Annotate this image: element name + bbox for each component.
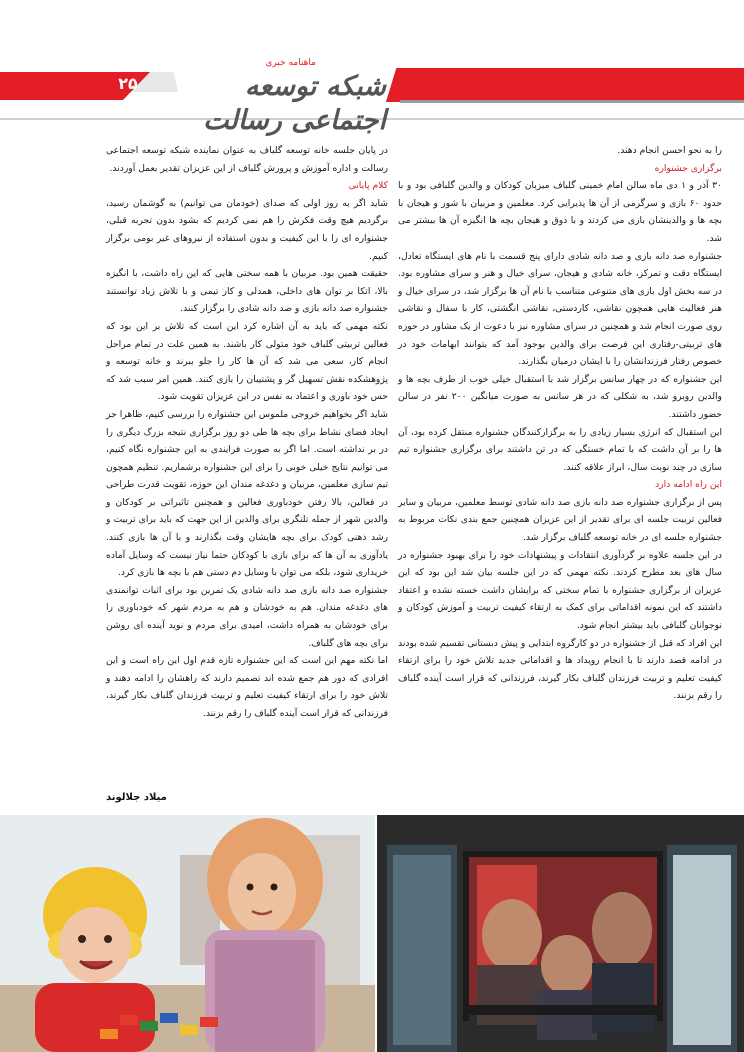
page-number: ۲۵	[118, 74, 138, 93]
paragraph: شاید اگر بخواهیم خروجی ملموس این جشنواره را بررسی کنیم، ظاهرا جز ایجاد فضای نشاط برای بچه ها طی دو روز برگزاری نتیجه بزرگ دیگری را در بر نداشته است. اما اگر به صورت فرایندی به این جشنواره نگاه کنیم، می توانیم نتایج خیلی خوبی را برای این جشنواره برشماریم. تنظیم همچون تیم سازی معلمین، مربیان و دغدغه مندان این حوزه، تقویت قدرت طراحی در فعالین، بالا رفتن خودباوری فعالین و همچنین تاثیراتی بر کودکان و والدین شهر از جمله تلنگری برای والدین از این جهت که باید برای تربیت و رشد ذهنی کودک برای بچه هایشان وقت بگذارند و با آن ها بازی کنند. یادآوری به آن ها که برای بازی با کودکان حتما نیاز نیست که وسایل آماده خریداری شود، بلکه می توان با وسایل دم دستی هم با بچه ها بازی کرد.	[106, 408, 388, 579]
paragraph: حقیقت همین بود. مربیان با همه سختی هایی که این راه داشت، با انگیزه بالا، اتکا بر توان های داخلی، همدلی و کار تیمی و با تلاش زیاد توانستند جشنواره صد دانه بازی و صد دانه شادی را برگزار کنند.	[106, 268, 388, 315]
paragraph: در پایان جلسه خانه توسعه گلباف به عنوان نماینده شبکه توسعه اجتماعی رسالت و اداره آموزش و پرورش گلباف از این عزیزان تقدیر بعمل آوردند.	[106, 145, 388, 174]
author-name: میلاد جلالوند	[106, 792, 167, 803]
section-heading: برگزاری جشنواره	[654, 162, 722, 174]
photo-children-at-window-illustration	[377, 815, 744, 1052]
paragraph: این جشنواره که در چهار سانس برگزار شد با استقبال خیلی خوب از طرف بچه ها و والدین روبرو شد، به شکلی که در هر سانس به صورت میانگین ۲۰۰ نفر در سالن حضور داشتند.	[398, 373, 722, 420]
paragraph: ۳۰ آذر و ۱ دی ماه سالن امام خمینی گلباف میزبان کودکان و والدین گلبافی بود و با حدود ۶۰ بازی و سرگرمی از آن ها پذیرایی کرد. معلمین و مربیان با شور و هیجان با بچه ها و والدینشان بازی می کردند و با ذوق و هیجان بچه ها انگیزه آن ها بیشتر می شد.	[398, 180, 723, 244]
paragraph: اما نکته مهم این است که این جشنواره تازه قدم اول این راه است و این افرادی که دور هم جمع شده اند تصمیم دارند که راهشان را ادامه دهند و تلاش خود را برای ارتقاء کیفیت تعلیم و تربیت فرزندان گلباف بکار گیرند، فرزندانی که قرار است آینده گلباف را رقم بزنند.	[106, 655, 388, 719]
header-stripe	[400, 100, 744, 103]
page-header	[0, 0, 744, 136]
right-column	[398, 142, 722, 705]
section-heading: این راه ادامه دارد	[655, 479, 722, 491]
photo-children-playing	[0, 815, 376, 1052]
paragraph: این افراد که قبل از جشنواره در دو کارگروه ابتدایی و پیش دبستانی تقسیم شده بودند در ادامه قصد دارند تا با انجام رویداد ها و اقداماتی جدید تلاش خود را برای ارتقاء کیفیت تعلیم و تربیت فرزندان گلباف بکار گیرند، فرزندانی که قرار است آینده گلباف را رقم بزنند.	[398, 637, 722, 702]
paragraph: را به نحو احسن انجام دهند.	[617, 145, 722, 156]
magazine-subtitle: ماهنامه خبری	[265, 58, 316, 68]
paragraph: شاید اگر به روز اولی که صدای (خودمان می توانیم) به گوشمان رسید، برگردیم هیچ وقت فکرش را هم نمی کردیم که بشود بدون تجربه قبلی، جشنواره ای را با این کیفیت و بدون استفاده از نیروهای غیر بومی برگزار کنیم.	[106, 197, 388, 262]
paragraph: نکته مهمی که باید به آن اشاره کرد این است که تلاش بر این بود که فعالین تربیتی گلباف خود متولی کار باشند. به همین علت در تمام مراحل انجام کار، سعی می شد که آن ها کار را جلو ببرند و خانه توسعه و پژوهشکده نقش تسهیل گر و پشتیبان را بازی کنند. همین امر سبب شد که حس خود باوری و اعتماد به نفس در این عزیزان تقویت شود.	[106, 320, 388, 403]
paragraph: در این جلسه علاوه بر گردآوری انتقادات و پیشنهادات خود را برای بهبود جشنواره در سال های بعد مطرح کردند. نکته مهمی که در این جلسه بیان شد این بود که این عزیزان از برگزاری جشنواره با تمام سختی که برایشان داشت خسته نشده و اعتقاد داشتند که این نمونه اقداماتی برای کمک به ارتقاء کیفیت تربیت و آموزش کودکان و نوجوانان گلبافی باید بیشتر انجام شود.	[398, 549, 722, 632]
paragraph: جشنواره صد دانه بازی و صد دانه شادی دارای پنج قسمت با نام های ایستگاه تعادل، ایستگاه دقت و تمرکز، خانه شادی و هیجان، سرای خیال و هنر و سرای مشاوره بود. در سه بخش اول بازی های متنوعی متناسب با نام آن ها برگزار شد، در سرای خیال و هنر فعالیت هایی همچون نقاشی، کاردستی، نقاشی انگشتی، کار با سفال و نقاشی روی صورت انجام شد و همچنین در سرای مشاوره نیز با دعوت از یک مشاور در حوزه های تربیتی-رفتاری این فرصت برای والدین بوجود آمد که بتوانند ابهامات خود در خصوص رفتار فرزندانشان را با ایشان درمیان بگذارند.	[398, 250, 722, 368]
photo-children-at-window	[377, 815, 744, 1052]
magazine-title: شبکه توسعه اجتماعی رسالت	[203, 71, 386, 136]
paragraph: جشنواره صد دانه بازی صد دانه شادی یک تمرین بود برای اثبات توانمندی های دغدغه مندان. هم به خودشان و هم به مردم شهر که خودباوری را برای خودشان به همراه داشت، امیدی برای مردم و نوید آینده ای روشن برای بچه های گلباف.	[106, 584, 388, 649]
photo-children-playing-illustration	[0, 815, 376, 1052]
left-column	[106, 142, 388, 723]
paragraph: پس از برگزاری جشنواره صد دانه بازی صد دانه شادی توسط معلمین، مربیان و سایر فعالین تربیت جلسه ای برای تقدیر از این عزیزان همچنین جمع بندی نکات مربوط به جشنواره جلسه ای در خانه توسعه گلباف برگزار شد.	[398, 496, 722, 544]
section-heading: کلام پایانی	[348, 180, 388, 192]
paragraph: این استقبال که انرژی بسیار زیادی را به برگزارکنندگان جشنواره منتقل کرده بود، آن ها را بر آن داشت که با تمام خستگی که در تن داشتند برای برگزاری جشنواره تیم سازی در چند نوبت سال، ابراز علاقه کنند.	[398, 426, 722, 473]
header-red-bar	[350, 68, 744, 102]
